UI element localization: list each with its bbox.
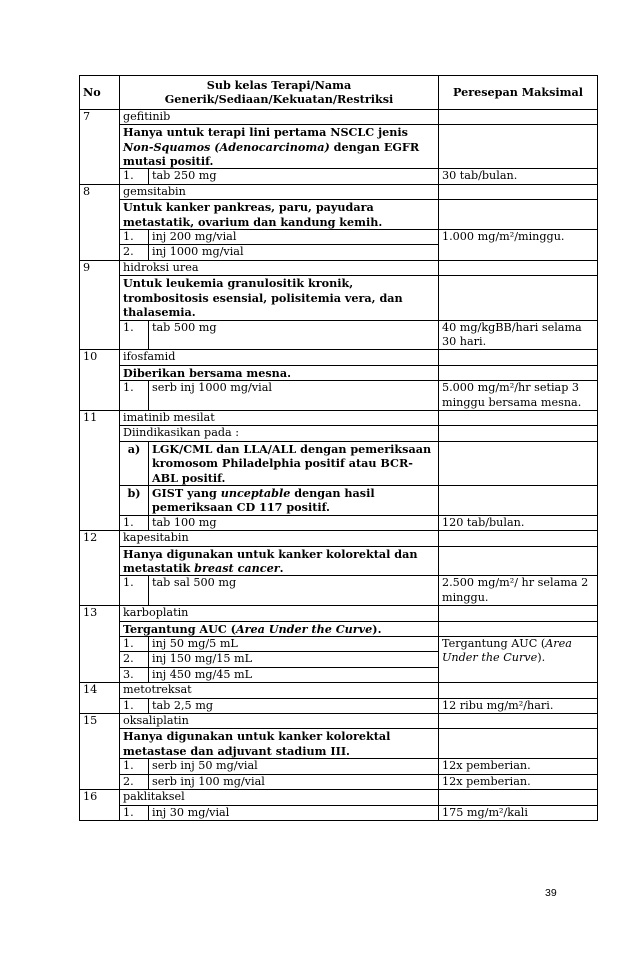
table-row: [80, 714, 598, 729]
drug-name: kapesitabin: [120, 531, 439, 546]
max-prescription: 120 tab/bulan.: [439, 515, 598, 530]
table-row: [80, 621, 598, 636]
table-row: [80, 276, 598, 320]
header-subclass: Sub kelas Terapi/Nama Generik/Sediaan/Kekuatan/Restriksi: [120, 76, 439, 110]
drug-name: hidroksi urea: [120, 260, 439, 275]
restriction: Untuk leukemia granulositik kronik, trombositosis esensial, polisitemia vera, dan thalasemia.: [120, 276, 439, 320]
table-row: [80, 365, 598, 380]
row-number: 12: [80, 531, 120, 606]
table-row: 1. tab 500 mg 40 mg/kgBB/hari selama 30 hari.: [80, 320, 598, 350]
drug-name: gemsitabin: [120, 184, 439, 199]
restriction: Diberikan bersama mesna.: [120, 365, 439, 380]
table-row: 2. inj 1000 mg/vial: [80, 245, 598, 260]
max-prescription: 12x pemberian.: [439, 759, 598, 774]
table-row: [80, 546, 598, 576]
dosage: tab 2,5 mg: [149, 698, 439, 713]
dosage: serb inj 1000 mg/vial: [149, 381, 439, 411]
row-number: 10: [80, 350, 120, 411]
table-row: 1. serb inj 50 mg/vial 12x pemberian.: [80, 759, 598, 774]
max-prescription: 12 ribu mg/m²/hari.: [439, 698, 598, 713]
dosage: inj 50 mg/5 mL: [149, 637, 439, 652]
restriction: Hanya untuk terapi lini pertama NSCLC jenis Non-Squamos (Adenocarcinoma) dengan EGFR mutasi positif.: [120, 125, 439, 169]
drug-name: ifosfamid: [120, 350, 439, 365]
table-row: [80, 125, 598, 169]
table-row: [80, 729, 598, 759]
row-number: 14: [80, 683, 120, 714]
restriction: Untuk kanker pankreas, paru, payudara metastatik, ovarium dan kandung kemih.: [120, 200, 439, 230]
restriction: Hanya digunakan untuk kanker kolorektal metastase dan adjuvant stadium III.: [120, 729, 439, 759]
max-prescription: 2.500 mg/m²/ hr selama 2 minggu.: [439, 576, 598, 606]
restriction: Hanya digunakan untuk kanker kolorektal dan metastatik breast cancer.: [120, 546, 439, 576]
drug-name: paklitaksel: [120, 790, 439, 805]
table-row: 1. inj 30 mg/vial 175 mg/m²/kali: [80, 805, 598, 820]
restriction: LGK/CML dan LLA/ALL dengan pemeriksaan kromosom Philadelphia positif atau BCR-ABL positif.: [149, 441, 439, 485]
table-row: [80, 350, 598, 365]
table-row: 3. inj 450 mg/45 mL: [80, 667, 598, 682]
header-max: Peresepan Maksimal: [439, 76, 598, 110]
max-prescription: 5.000 mg/m²/hr setiap 3 minggu bersama mesna.: [439, 381, 598, 411]
dosage: inj 30 mg/vial: [149, 805, 439, 820]
max-prescription: Tergantung AUC (Area Under the Curve).: [439, 637, 598, 683]
dosage: inj 450 mg/45 mL: [149, 667, 439, 682]
table-row: 1. tab sal 500 mg 2.500 mg/m²/ hr selama 2 minggu.: [80, 576, 598, 606]
table-row: [80, 606, 598, 621]
table-row: [80, 200, 598, 230]
drug-name: oksaliplatin: [120, 714, 439, 729]
table-row: [80, 109, 598, 124]
table-row: 1. tab 2,5 mg 12 ribu mg/m²/hari.: [80, 698, 598, 713]
drug-name: gefitinib: [120, 109, 439, 124]
drug-name: karboplatin: [120, 606, 439, 621]
table-row: 1. tab 100 mg 120 tab/bulan.: [80, 515, 598, 530]
max-prescription: 1.000 mg/m²/minggu.: [439, 230, 598, 261]
table-row: 2. serb inj 100 mg/vial 12x pemberian.: [80, 774, 598, 789]
row-number: 11: [80, 410, 120, 530]
table-row: 1. serb inj 1000 mg/vial 5.000 mg/m²/hr setiap 3 minggu bersama mesna.: [80, 381, 598, 411]
table-row: [80, 426, 598, 441]
table-row: 1. inj 50 mg/5 mL Tergantung AUC (Area Under the Curve).: [80, 637, 598, 652]
row-number: 8: [80, 184, 120, 260]
drug-table: [79, 75, 598, 821]
row-number: 7: [80, 109, 120, 184]
table-row: [80, 184, 598, 199]
table-row: a) LGK/CML dan LLA/ALL dengan pemeriksaan kromosom Philadelphia positif atau BCR-ABL positif.: [80, 441, 598, 485]
row-number: 16: [80, 790, 120, 821]
table-row: b) GIST yang unceptable dengan hasil pemeriksaan CD 117 positif.: [80, 485, 598, 515]
dosage: tab 100 mg: [149, 515, 439, 530]
max-prescription: 40 mg/kgBB/hari selama 30 hari.: [439, 320, 598, 350]
table-row: 1. inj 200 mg/vial 1.000 mg/m²/minggu.: [80, 230, 598, 245]
dosage: inj 1000 mg/vial: [149, 245, 439, 260]
row-number: 15: [80, 714, 120, 790]
drug-name: metotreksat: [120, 683, 439, 698]
dosage: tab 500 mg: [149, 320, 439, 350]
dosage: inj 150 mg/15 mL: [149, 652, 439, 667]
indication-intro: Diindikasikan pada :: [120, 426, 439, 441]
table-row: [80, 531, 598, 546]
restriction: GIST yang unceptable dengan hasil pemeriksaan CD 117 positif.: [149, 485, 439, 515]
dosage: inj 200 mg/vial: [149, 230, 439, 245]
table-row: [80, 683, 598, 698]
max-prescription: 175 mg/m²/kali: [439, 805, 598, 820]
dosage: serb inj 50 mg/vial: [149, 759, 439, 774]
max-prescription: 12x pemberian.: [439, 774, 598, 789]
restriction: Tergantung AUC (Area Under the Curve).: [120, 621, 439, 636]
table-row: 1. tab 250 mg 30 tab/bulan.: [80, 169, 598, 184]
drug-name: imatinib mesilat: [120, 410, 439, 425]
row-number: 9: [80, 260, 120, 349]
header-no: No: [80, 76, 120, 110]
table-row: 2. inj 150 mg/15 mL: [80, 652, 598, 667]
table-row: [80, 260, 598, 275]
max-prescription: 30 tab/bulan.: [439, 169, 598, 184]
dosage: serb inj 100 mg/vial: [149, 774, 439, 789]
dosage: tab 250 mg: [149, 169, 439, 184]
table-header: [80, 76, 598, 110]
page-number: 39: [545, 887, 557, 899]
table-row: [80, 410, 598, 425]
row-number: 13: [80, 606, 120, 683]
table-row: [80, 790, 598, 805]
dosage: tab sal 500 mg: [149, 576, 439, 606]
